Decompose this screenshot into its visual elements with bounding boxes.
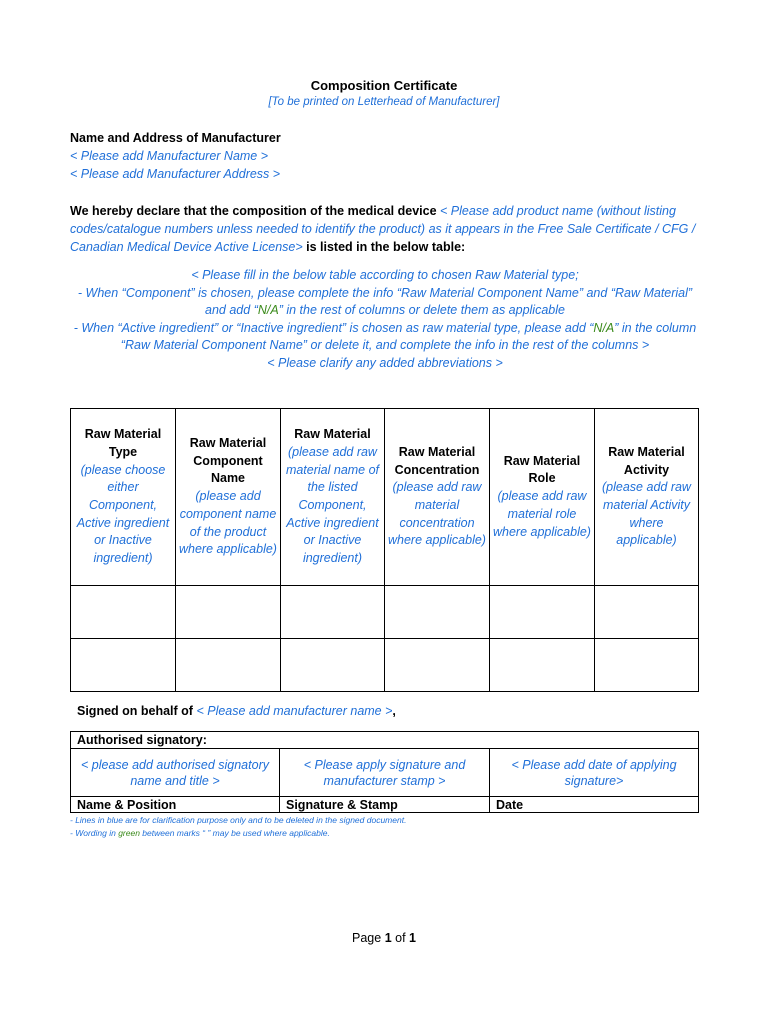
table-cell[interactable] [71, 586, 176, 639]
table-row [71, 586, 699, 639]
column-hint: (please add raw material concentration where applicable) [388, 480, 486, 548]
manufacturer-name-placeholder[interactable]: < Please add Manufacturer Name > [70, 149, 269, 163]
column-hint: (please add raw material Activity where applicable) [602, 480, 691, 548]
table-row [71, 639, 699, 692]
page-total: 1 [409, 931, 416, 945]
table-cell[interactable] [385, 639, 490, 692]
document-subtitle: [To be printed on Letterhead of Manufacturer] [268, 96, 500, 108]
table-cell[interactable] [490, 639, 595, 692]
signed-lead: Signed on behalf of [77, 704, 197, 718]
column-title: Raw Material Activity [608, 444, 685, 477]
instruction-line-3-part-b: ” in the column “Raw Material Component Name” or delete it, and complete the info in the rest of the columns > [120, 320, 697, 352]
raw-material-table [70, 408, 699, 692]
signed-on-behalf-line [77, 704, 396, 718]
signature-placeholder-row [71, 749, 699, 797]
signatory-name-placeholder[interactable]: < please add authorised signatory name and title > [71, 749, 280, 797]
signature-table [70, 731, 699, 813]
column-hint: (please add component name of the product where applicable) [179, 489, 277, 557]
instruction-line-2-part-b: ” in the rest of columns or delete them as applicable [278, 303, 565, 317]
product-name-placeholder[interactable]: < Please add product name (without listing codes/catalogue numbers unless needed to identify the product) as it appears in the Free Sale Certificate / CFG / Canadian Medical Device Active License> [70, 204, 696, 254]
signed-tail: , [392, 704, 396, 718]
date-label: Date [490, 797, 699, 813]
instruction-line-1: < Please fill in the below table according to chosen Raw Material type; [191, 268, 579, 282]
page-prefix: Page [352, 931, 385, 945]
instruction-line-3-part-a: - When “Active ingredient” or “Inactive ingredient” is chosen as raw material type, please add “ [73, 320, 594, 335]
manufacturer-heading: Name and Address of Manufacturer [70, 131, 281, 145]
table-cell[interactable] [176, 639, 281, 692]
header-cell-raw-material [281, 409, 385, 586]
column-title: Raw Material Component Name [189, 436, 267, 486]
signature-label-row [71, 797, 699, 813]
signature-stamp-placeholder[interactable]: < Please apply signature and manufacturer stamp > [280, 749, 490, 797]
green-word: green [118, 828, 140, 838]
table-cell[interactable] [490, 586, 595, 639]
name-position-label: Name & Position [71, 797, 280, 813]
table-cell[interactable] [176, 586, 281, 639]
signature-date-placeholder[interactable]: < Please add date of applying signature> [490, 749, 699, 797]
column-title: Raw Material Role [503, 453, 581, 486]
column-hint: (please add raw material name of the listed Component, Active ingredient or Inactive ingredient) [285, 444, 380, 566]
table-header-row [71, 409, 699, 586]
header-cell-concentration [385, 409, 490, 586]
table-cell[interactable] [385, 586, 490, 639]
header-cell-role [490, 409, 595, 586]
footnotes [70, 814, 406, 840]
table-cell[interactable] [595, 639, 699, 692]
declaration-lead: We hereby declare that the composition of the medical device [70, 204, 441, 218]
column-title: Raw Material Concentration [394, 444, 480, 477]
na-marker: N/A [257, 303, 279, 317]
instruction-line-2 [70, 285, 700, 320]
declaration-paragraph [70, 202, 700, 256]
footnote-2-part-a: - Wording in [70, 828, 119, 838]
authorised-signatory-label: Authorised signatory: [71, 732, 699, 749]
signature-header-row [71, 732, 699, 749]
table-cell[interactable] [71, 639, 176, 692]
manufacturer-address-placeholder[interactable]: < Please add Manufacturer Address > [70, 167, 281, 181]
instruction-line-2-part-a: - When “Component” is chosen, please complete the info “Raw Material Component Name” and “Raw Material” and add “ [77, 285, 693, 317]
document-title: Composition Certificate [310, 78, 458, 93]
signature-stamp-label: Signature & Stamp [280, 797, 490, 813]
page-number [0, 931, 768, 945]
table-cell[interactable] [281, 639, 385, 692]
footnote-2-part-b: between marks “ ” may be used where applicable. [139, 828, 330, 838]
header-cell-component-name [176, 409, 281, 586]
table-cell[interactable] [595, 586, 699, 639]
instruction-line-3 [70, 320, 700, 355]
page-of: of [391, 931, 410, 945]
table-cell[interactable] [281, 586, 385, 639]
manufacturer-block [70, 129, 281, 183]
column-hint: (please choose either Component, Active ingredient or Inactive ingredient) [76, 462, 170, 566]
declaration-tail: is listed in the below table: [302, 240, 466, 254]
column-title: Raw Material Type [84, 427, 162, 459]
signed-manufacturer-placeholder[interactable]: < Please add manufacturer name > [196, 704, 393, 718]
footnote-2 [70, 827, 406, 840]
page-current: 1 [384, 931, 392, 945]
footnote-1: - Lines in blue are for clarification purpose only and to be deleted in the signed document. [70, 815, 407, 825]
header-cell-type [71, 409, 176, 586]
instructions-block [70, 267, 700, 372]
na-marker: N/A [593, 320, 615, 335]
instruction-line-4: < Please clarify any added abbreviations > [267, 355, 503, 370]
column-hint: (please add raw material role where applicable) [493, 489, 591, 539]
header-cell-activity [595, 409, 699, 586]
column-title: Raw Material [294, 427, 371, 442]
